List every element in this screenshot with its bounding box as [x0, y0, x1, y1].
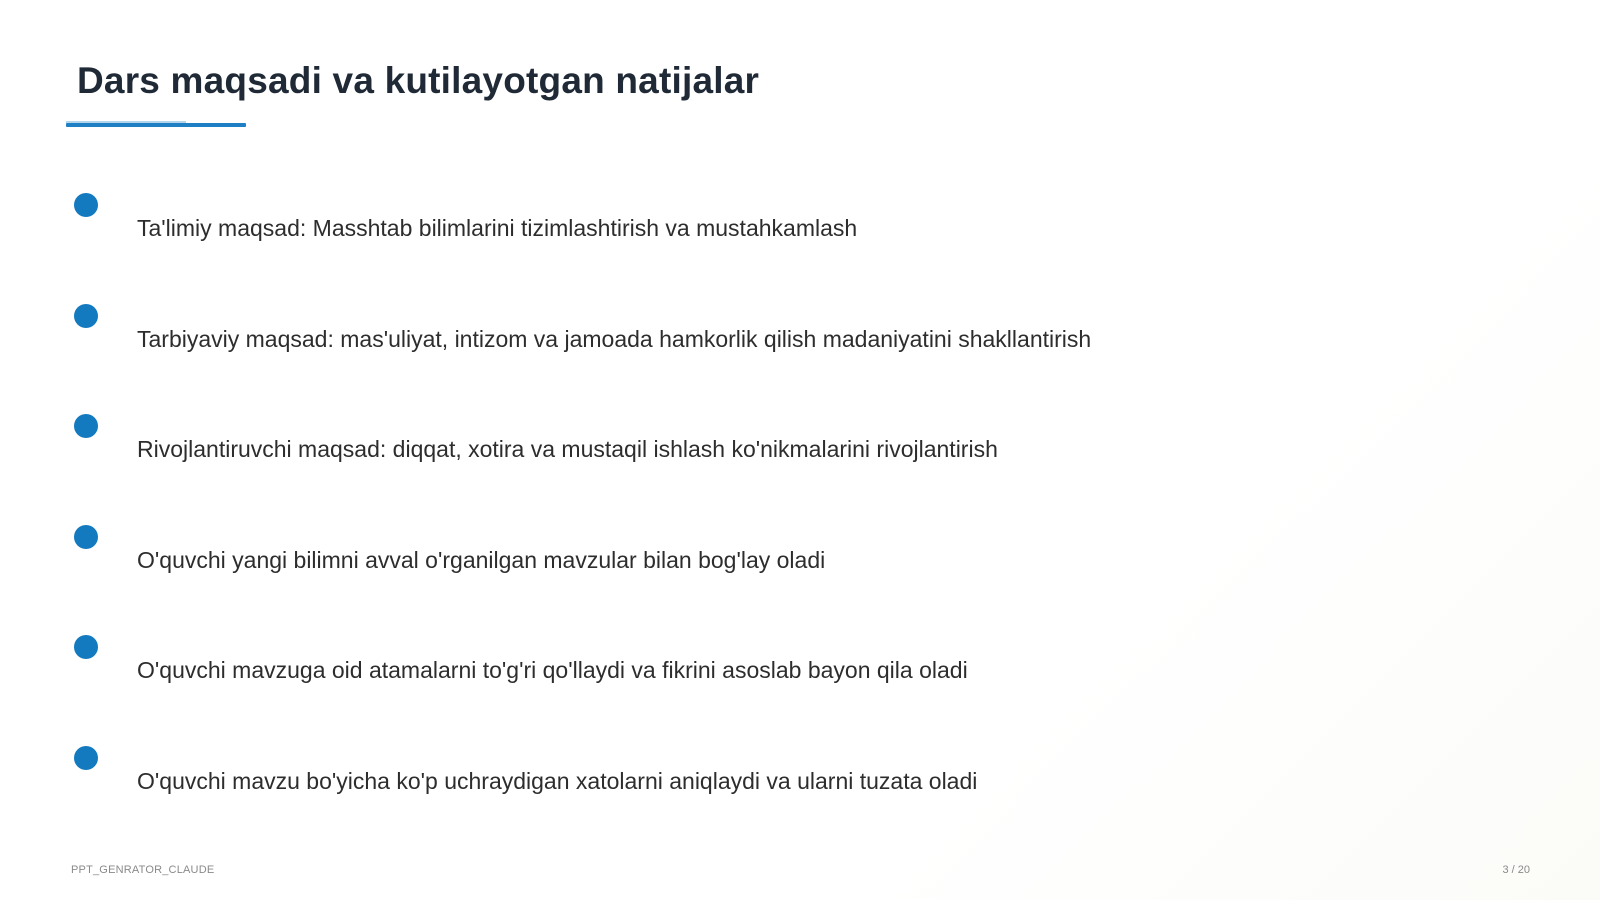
slide-title: Dars maqsadi va kutilayotgan natijalar	[77, 60, 760, 101]
list-item	[0, 746, 1500, 806]
bullet-dot-icon	[74, 304, 98, 328]
footer-source: PPT_GENRATOR_CLAUDE	[71, 864, 215, 876]
bullet-text: O'quvchi yangi bilimni avval o'rganilgan mavzular bilan bog'lay oladi	[137, 547, 826, 573]
bullet-dot-icon	[74, 193, 98, 217]
bullet-dot-icon	[74, 525, 98, 549]
bullet-text: Rivojlantiruvchi maqsad: diqqat, xotira va mustaqil ishlash ko'nikmalarini rivojlantirish	[137, 436, 998, 462]
title-underline	[66, 123, 246, 127]
bullet-dot-icon	[74, 414, 98, 438]
page-number: 3 / 20	[1502, 864, 1530, 876]
list-item	[0, 414, 1500, 474]
list-item	[0, 525, 1500, 585]
bullet-text: Tarbiyaviy maqsad: mas'uliyat, intizom va jamoada hamkorlik qilish madaniyatini shakllantirish	[137, 326, 1092, 352]
bullet-dot-icon	[74, 635, 98, 659]
list-item	[0, 304, 1500, 364]
list-item	[0, 193, 1500, 253]
bullet-text: O'quvchi mavzu bo'yicha ko'p uchraydigan xatolarni aniqlaydi va ularni tuzata oladi	[137, 768, 978, 794]
bullet-text: O'quvchi mavzuga oid atamalarni to'g'ri qo'llaydi va fikrini asoslab bayon qila oladi	[137, 657, 968, 683]
bullet-text: Ta'limiy maqsad: Masshtab bilimlarini tizimlashtirish va mustahkamlash	[137, 215, 858, 241]
bullet-dot-icon	[74, 746, 98, 770]
list-item	[0, 635, 1500, 695]
